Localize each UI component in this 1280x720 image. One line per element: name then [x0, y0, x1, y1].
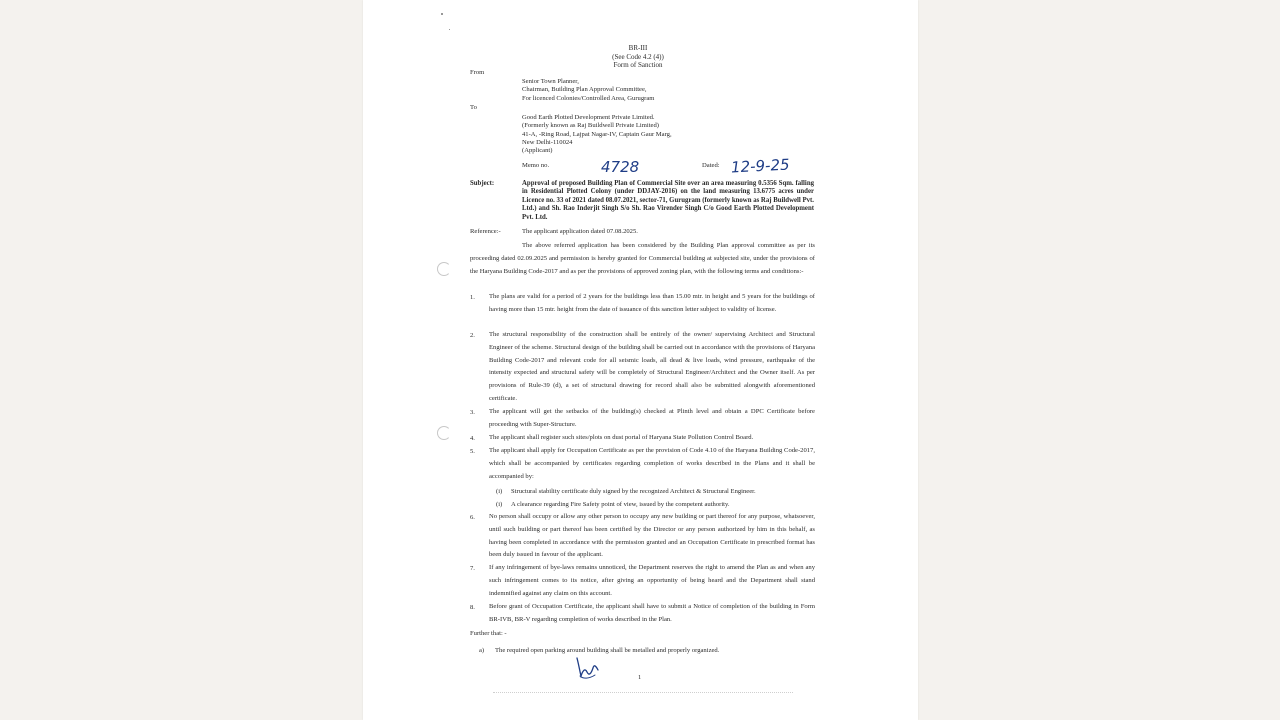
to-line: 41-A, -Ring Road, Lajpat Nagar-IV, Captain Gaur Marg,: [522, 130, 672, 138]
sub-item-number: (i): [496, 488, 503, 495]
condition-number: 2.: [470, 332, 475, 339]
page-number: 1: [638, 674, 642, 681]
further-item-number: a): [479, 647, 485, 654]
condition-number: 5.: [470, 448, 475, 455]
condition-number: 3.: [470, 409, 475, 416]
form-header: [563, 44, 713, 70]
condition-number: 6.: [470, 514, 475, 521]
to-line: Good Earth Plotted Development Private Limited.: [522, 114, 655, 121]
dated-label: Dated:: [702, 162, 720, 169]
document-page: [363, 0, 918, 720]
signature-initials: [571, 652, 605, 682]
form-reference: (See Code 4.2 (4)): [612, 52, 664, 61]
to-line: (Applicant): [522, 147, 553, 155]
condition-text: The applicant shall apply for Occupation Certificate as per the provision of Code 4.10 of the Haryana Building Code-2017, which shall be accompanied by certificates regarding completion of works described in the Plans and it shall be accompanied by:: [489, 447, 815, 480]
scan-speck: [449, 29, 450, 30]
condition-text: The applicant will get the setbacks of the building(s) checked at Plinth level and obtain a DPC Certificate before proceeding with Super-Structure.: [489, 408, 815, 428]
punch-hole-mark: [437, 262, 451, 276]
punch-hole-mark: [437, 426, 451, 440]
condition-text: No person shall occupy or allow any other person to occupy any new building or part thereof for any purpose, whatsoever, until such building or part thereof has been certified by the Director or any person authorized by him in this behalf, as having been completed in accordance with the permission granted and an Occupation Certificate in prescribed format has been duly issued in favour of the applicant.: [489, 513, 815, 559]
further-label: Further that: -: [470, 630, 507, 637]
from-label: From: [470, 69, 485, 76]
condition-number: 1.: [470, 294, 475, 301]
date-handwritten: 12-9-25: [730, 155, 790, 177]
scan-speck: [441, 13, 443, 15]
condition-text: The structural responsibility of the construction shall be entirely of the owner/ supervising Architect and Structural Engineer of the scheme. Structural design of the building shall be carried out in accordance with the provisions of Haryana Building Code-2017 and relevant code for all seismic loads, all dead & live loads, wind pressure, earthquake of the intensity expected and structural safety will be completely of Structural Engineer/Architect and the Owner itself. As per provisions of Rule-39 (d), a set of structural drawing for record shall also be submitted alongwith aforementioned certificate.: [489, 331, 815, 402]
sub-item-number: (i): [496, 501, 503, 508]
memo-number-handwritten: 4728: [601, 158, 640, 176]
intro-paragraph: [470, 240, 815, 278]
condition-text: If any infringement of bye-laws remains unnoticed, the Department reserves the right to amend the Plan as and when any such infringement comes to its notice, after giving an opportunity of being heard and the Department shall stand indemnified against any claim on this account.: [489, 564, 815, 597]
condition-text: The applicant shall register such sites/plots on dust portal of Haryana State Pollution Control Board.: [489, 434, 754, 441]
condition-number: 4.: [470, 435, 475, 442]
sub-item-text: A clearance regarding Fire Safety point of view, issued by the competent authority.: [511, 501, 730, 508]
from-line: Senior Town Planner,: [522, 78, 579, 85]
to-address: [522, 114, 672, 155]
condition-text: The plans are valid for a period of 2 years for the buildings less than 15.00 mtr. in height and 5 years for the buildings of having more than 15 mtr. height from the date of issuance of this sanction letter subject to validity of license.: [489, 293, 815, 313]
form-code: BR-III: [628, 44, 648, 52]
condition-number: 8.: [470, 604, 475, 611]
form-title: Form of Sanction: [613, 61, 663, 69]
further-item-text: The required open parking around building shall be metalled and properly organized.: [495, 647, 720, 654]
from-line: Chairman, Building Plan Approval Committee,: [522, 86, 647, 94]
subject-label: Subject:: [470, 180, 495, 187]
sub-item-text: Structural stability certificate duly signed by the recognized Architect & Structural Engineer.: [511, 488, 756, 495]
to-line: (Formerly known as Raj Buildwell Private Limited): [522, 122, 659, 130]
memo-label: Memo no.: [522, 162, 550, 169]
to-label: To: [470, 104, 477, 111]
reference-text: The applicant application dated 07.08.2025.: [522, 228, 638, 235]
from-address: [522, 78, 654, 103]
bottom-scan-line: [493, 692, 793, 693]
condition-text: Before grant of Occupation Certificate, the applicant shall have to submit a Notice of completion of the building in Form BR-IVB, BR-V regarding completion of works described in the Plan.: [489, 603, 815, 623]
reference-label: Reference:-: [470, 228, 501, 235]
subject-text: Approval of proposed Building Plan of Commercial Site over an area measuring 0.5356 Sqm. falling in Residential Plotted Colony (under DDJAY-2016) on the land measuring 13.6775 acres under Licence no. 33 of 2021 dated 08.07.2021, sector-71, Gurugram (formerly known as Raj Buildwell Pvt. Ltd.) and Sh. Rao Inderjit Singh S/o Sh. Rao Virender Singh C/o Good Earth Plotted Development Pvt. Ltd.: [522, 180, 814, 221]
condition-number: 7.: [470, 565, 475, 572]
from-line: For licenced Colonies/Controlled Area, Gurugram: [522, 94, 655, 102]
intro-text: The above referred application has been considered by the Building Plan approval committee as per its proceeding dated 02.09.2025 and permission is hereby granted for Commercial building at subjected site, under the provisions of the Haryana Building Code-2017 and as per the provisions of approved zoning plan, with the following terms and conditions:-: [470, 242, 815, 275]
to-line: New Delhi-110024: [522, 138, 573, 146]
